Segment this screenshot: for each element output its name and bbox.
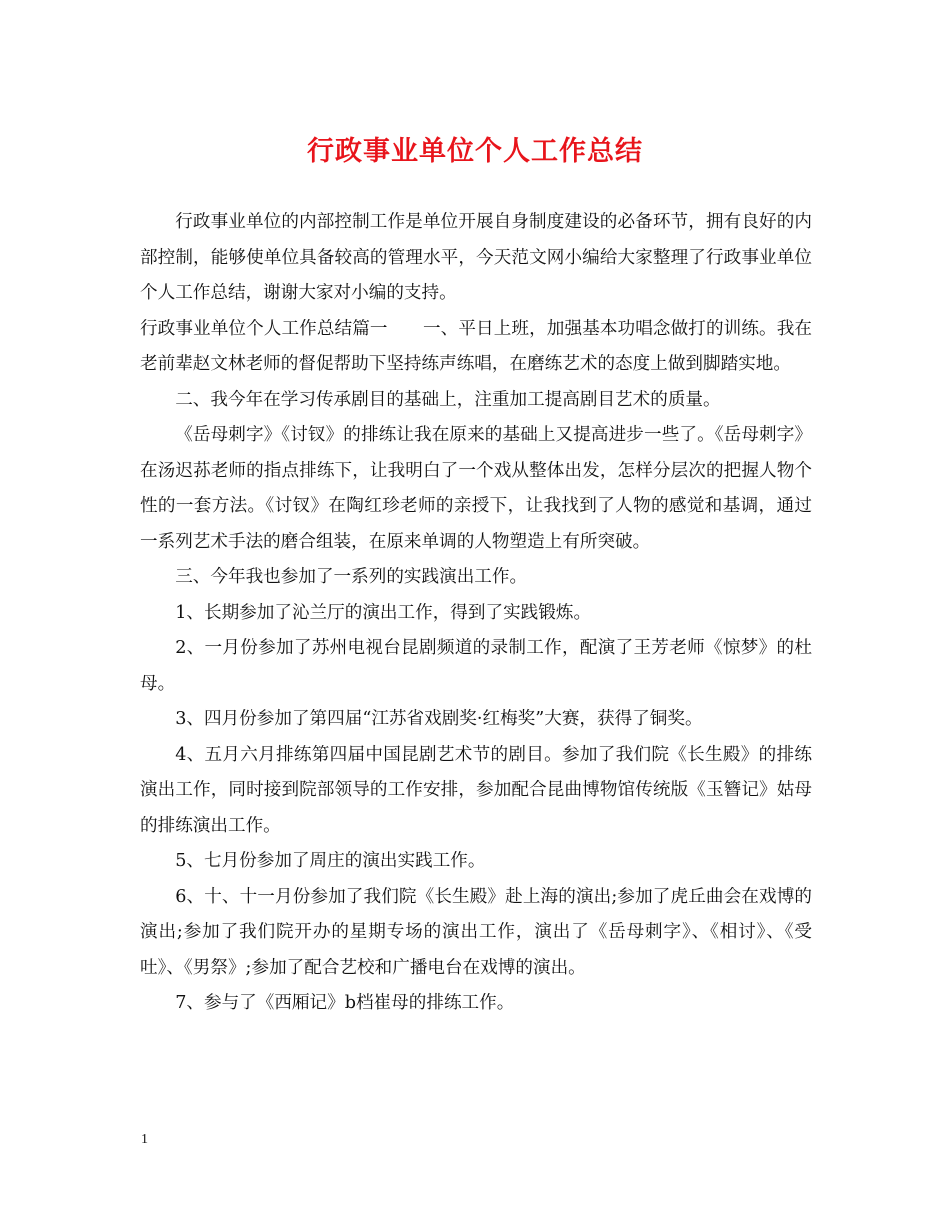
list-item-6: 6、十、十一月份参加了我们院《长生殿》赴上海的演出;参加了虎丘曲会在戏博的演出;参加了我们院开办的星期专场的演出工作，演出了《岳母刺字》、《相讨》、《受吐》、《男祭》;参加了配合艺校和广播电台在戏博的演出。 bbox=[140, 886, 812, 978]
list-item-5: 5、七月份参加了周庄的演出实践工作。 bbox=[175, 851, 486, 871]
section-heading-paragraph: 行政事业单位个人工作总结篇一 一、平日上班，加强基本功唱念做打的训练。我在老前辈赵文林老师的督促帮助下坚持练声练唱，在磨练艺术的态度上做到脚踏实地。 bbox=[140, 318, 812, 374]
paragraph-repertoire: 《岳母刺字》《讨钗》的排练让我在原来的基础上又提高进步一些了。《岳母刺字》在汤迟荪老师的指点排练下，让我明白了一个戏从整体出发，怎样分层次的把握人物个性的一套方法。《讨钗》在陶红珍老师的亲授下，让我找到了人物的感觉和基调，通过一系列艺术手法的磨合组装，在原来单调的人物塑造上有所突破。 bbox=[140, 425, 812, 552]
intro-paragraph: 行政事业单位的内部控制工作是单位开展自身制度建设的必备环节，拥有良好的内部控制，能够使单位具备较高的管理水平，今天范文网小编给大家整理了行政事业单位个人工作总结，谢谢大家对小编的支持。 bbox=[140, 212, 812, 303]
document-title: 行政事业单位个人工作总结 bbox=[307, 136, 643, 167]
list-item-7: 7、参与了《西厢记》b档崔母的排练工作。 bbox=[175, 993, 515, 1013]
page-number: 1 bbox=[141, 1132, 148, 1147]
list-item-4: 4、五月六月排练第四届中国昆剧艺术节的剧目。参加了我们院《长生殿》的排练演出工作，同时接到院部领导的工作安排，参加配合昆曲博物馆传统版《玉簪记》姑母的排练演出工作。 bbox=[140, 744, 812, 836]
document-body bbox=[140, 205, 812, 1022]
list-item-1: 1、长期参加了沁兰厅的演出工作，得到了实践锻炼。 bbox=[175, 602, 592, 623]
paragraph-point-three: 三、今年我也参加了一系列的实践演出工作。 bbox=[175, 567, 528, 587]
list-item-3: 3、四月份参加了第四届“江苏省戏剧奖·红梅奖”大赛，获得了铜奖。 bbox=[175, 709, 703, 729]
list-item-2: 2、一月份参加了苏州电视台昆剧频道的录制工作，配演了王芳老师《惊梦》的杜母。 bbox=[140, 638, 812, 694]
paragraph-point-two: 二、我今年在学习传承剧目的基础上，注重加工提高剧目艺术的质量。 bbox=[175, 389, 721, 410]
